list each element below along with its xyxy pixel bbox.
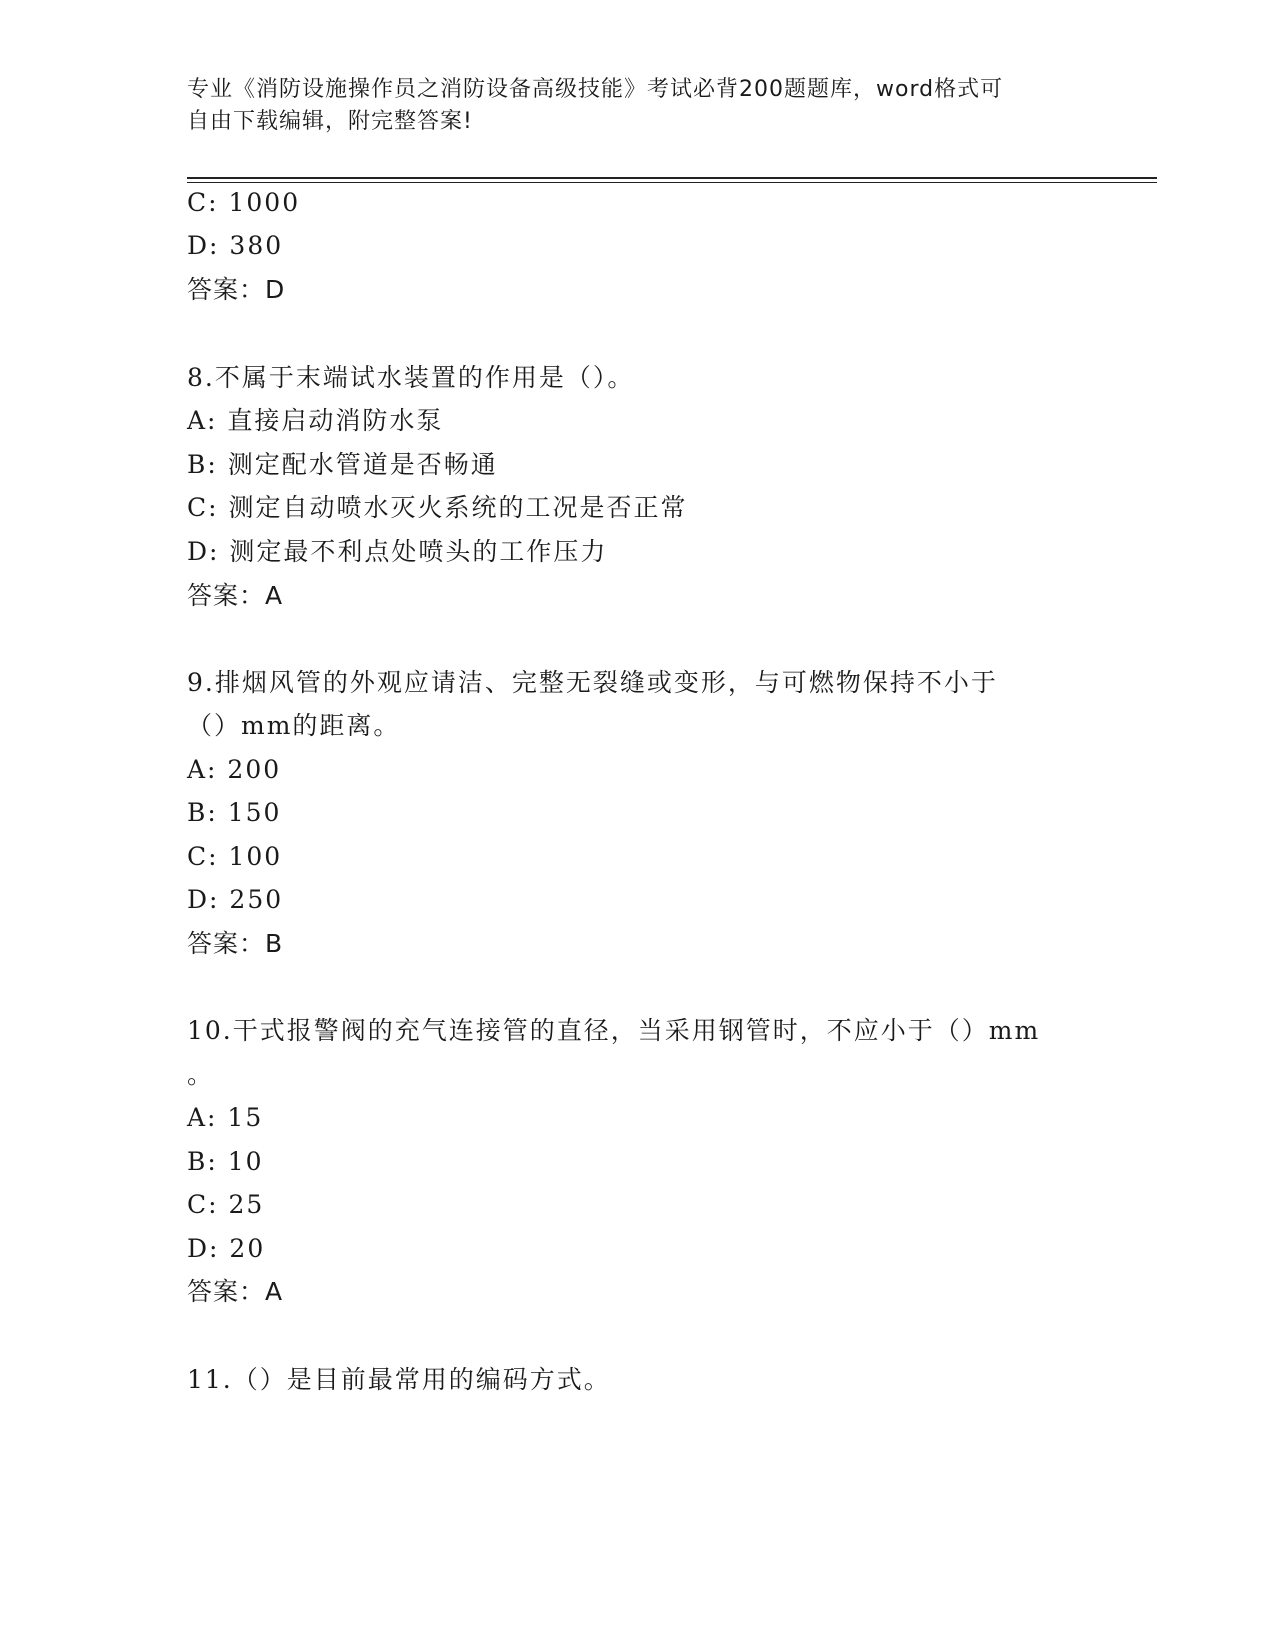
question-9: 9.排烟风管的外观应请洁、完整无裂缝或变形，与可燃物保持不小于	[187, 668, 998, 697]
option-c: C: 1000	[187, 188, 301, 217]
option-d: D: 测定最不利点处喷头的工作压力	[187, 537, 608, 566]
option-c: C: 测定自动喷水灭火系统的工况是否正常	[187, 493, 688, 522]
answer-line: 答案：A	[187, 1277, 284, 1306]
header-divider-thick	[187, 177, 1157, 179]
answer-line: 答案：D	[187, 275, 286, 304]
question-10: 10.干式报警阀的充气连接管的直径，当采用钢管时，不应小于（）mm	[187, 1016, 1041, 1045]
option-c: C: 100	[187, 842, 283, 871]
question-8: 8.不属于末端试水装置的作用是（）。	[187, 363, 635, 392]
option-a: A: 200	[187, 755, 282, 784]
option-a: A: 直接启动消防水泵	[187, 406, 444, 435]
option-a: A: 15	[187, 1103, 264, 1132]
option-b: B: 10	[187, 1147, 264, 1176]
header-divider-thin	[187, 182, 1157, 183]
option-c: C: 25	[187, 1190, 265, 1219]
option-d: D: 250	[187, 885, 284, 914]
option-d: D: 20	[187, 1234, 266, 1263]
question-9-cont: （）mm的距离。	[187, 711, 401, 740]
question-11: 11.（）是目前最常用的编码方式。	[187, 1365, 611, 1394]
document-header	[187, 74, 1067, 138]
option-d: D: 380	[187, 231, 284, 260]
question-10-cont: 。	[187, 1060, 215, 1089]
header-line-1: 专业《消防设施操作员之消防设备高级技能》考试必背200题题库，word格式可	[187, 77, 1004, 102]
header-line-2: 自由下载编辑，附完整答案!	[187, 109, 473, 134]
option-b: B: 150	[187, 798, 282, 827]
answer-line: 答案：B	[187, 929, 284, 958]
answer-line: 答案：A	[187, 581, 284, 610]
option-b: B: 测定配水管道是否畅通	[187, 450, 498, 479]
